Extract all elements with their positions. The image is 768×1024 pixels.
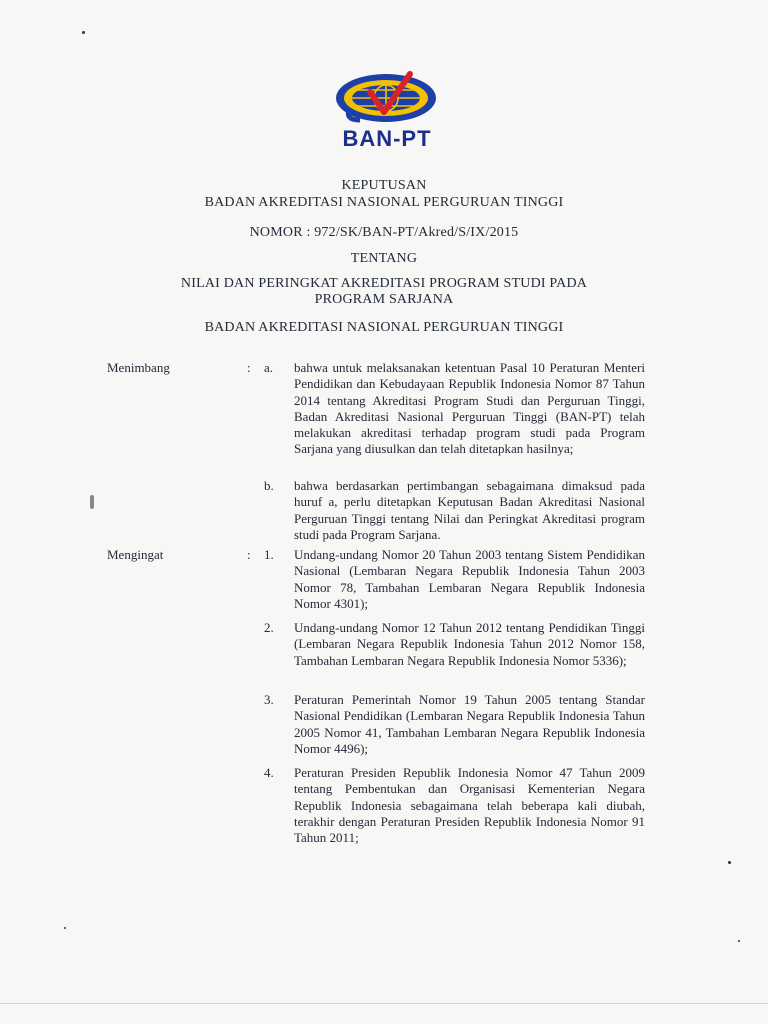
menimbang-marker-a: a. [264, 360, 274, 375]
mengingat-item-2: Undang-undang Nomor 12 Tahun 2012 tentang Pendidikan Tinggi (Lembaran Negara Republik Indonesia Tahun 2012 Nomor 158, Tambahan Lembaran Negara Republik Indonesia Nomor 5336); [294, 620, 645, 668]
menimbang-item-b: bahwa berdasarkan pertimbangan sebagaimana dimaksud pada huruf a, perlu ditetapkan Keputusan Badan Akreditasi Nasional Perguruan Tinggi tentang Nilai dan Peringkat Akreditasi program studi pada Program Sarjana. [294, 478, 645, 542]
page-bottom-edge [0, 1003, 768, 1004]
institution-name: BADAN AKREDITASI NASIONAL PERGURUAN TINGGI [204, 195, 564, 210]
subject-line-2: PROGRAM SARJANA [314, 292, 454, 307]
scan-speck [64, 927, 66, 929]
decree-number: NOMOR : 972/SK/BAN-PT/Akred/S/IX/2015 [249, 225, 519, 240]
mengingat-marker-4: 4. [264, 765, 274, 780]
menimbang-item-a: bahwa untuk melaksanakan ketentuan Pasal 10 Peraturan Menteri Pendidikan dan Kebudayaan Republik Indonesia Nomor 87 Tahun 2014 tentang Akreditasi Program Studi dan Perguruan Tinggi, Badan Akreditasi Nasional Perguruan Tinggi (BAN-PT) telah melakukan akreditasi terhadap program studi pada Program Sarjana yang diusulkan dan telah ditetapkan hasilnya; [294, 360, 645, 457]
menimbang-label: Menimbang [107, 360, 170, 375]
mengingat-item-3: Peraturan Pemerintah Nomor 19 Tahun 2005 tentang Standar Nasional Pendidikan (Lembaran Negara Republik Indonesia Tahun 2005 Nomor 41, Tambahan Lembaran Negara Republik Indonesia Nomor 4496); [294, 692, 645, 756]
mengingat-item-4: Peraturan Presiden Republik Indonesia Nomor 47 Tahun 2009 tentang Pembentukan dan Organisasi Kementerian Negara Republik Indonesia sebagaimana telah beberapa kali diubah, terakhir dengan Peraturan Presiden Republik Indonesia Nomor 91 Tahun 2011; [294, 765, 645, 846]
tentang-heading: TENTANG [350, 251, 418, 266]
mengingat-colon: : [247, 547, 251, 562]
mengingat-marker-2: 2. [264, 620, 274, 635]
mengingat-item-1: Undang-undang Nomor 20 Tahun 2003 tentang Sistem Pendidikan Nasional (Lembaran Negara Republik Indonesia Tahun 2003 Nomor 78, Tambahan Lembaran Negara Republik Indonesia Nomor 4301); [294, 547, 645, 611]
menimbang-colon: : [247, 360, 251, 375]
logo-text: BAN-PT [342, 126, 432, 151]
scan-speck [738, 940, 740, 942]
issuer-name: BADAN AKREDITASI NASIONAL PERGURUAN TINGGI [204, 320, 564, 335]
subject-line-1: NILAI DAN PERINGKAT AKREDITASI PROGRAM STUDI PADA [180, 276, 588, 291]
mengingat-marker-3: 3. [264, 692, 274, 707]
mengingat-marker-1: 1. [264, 547, 274, 562]
scan-mark [90, 495, 94, 509]
scan-speck [82, 31, 85, 34]
scan-speck [728, 861, 731, 864]
menimbang-marker-b: b. [264, 478, 274, 493]
mengingat-label: Mengingat [107, 547, 164, 562]
document-title: KEPUTUSAN [341, 178, 427, 193]
